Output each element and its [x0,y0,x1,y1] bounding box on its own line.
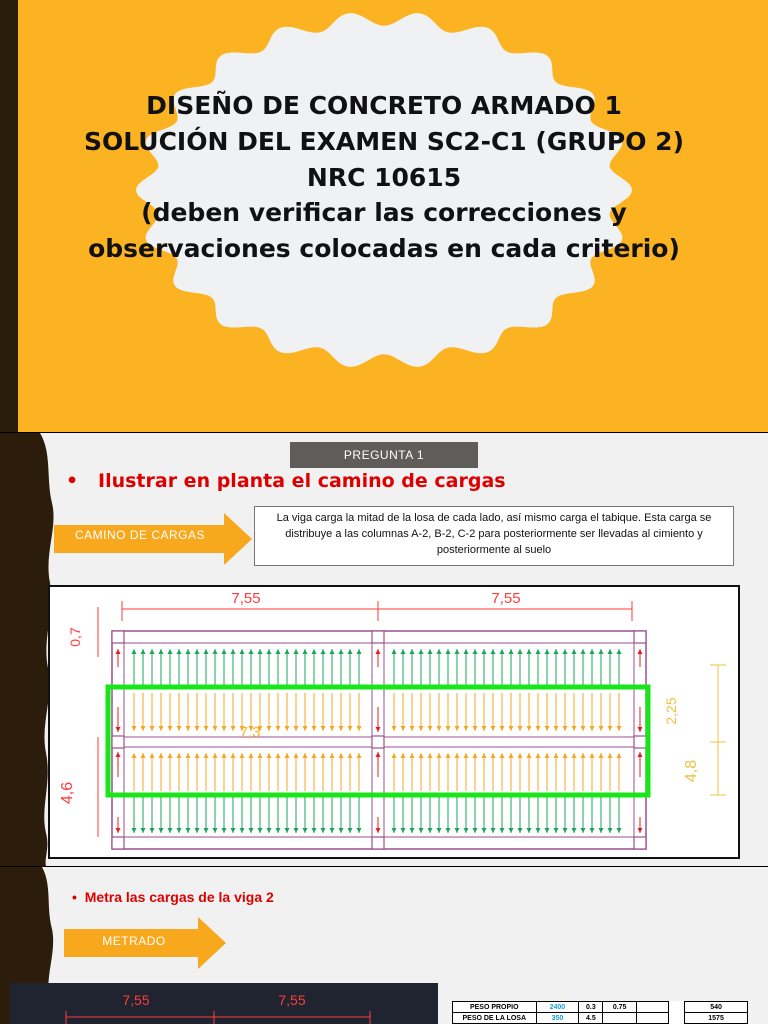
row-value-1: 350 [536,1013,579,1024]
dim-right-bottom: 4,8 [683,759,700,783]
title-line-4: (deben verificar las correcciones y [141,198,627,228]
row-value-2: 4.5 [579,1013,603,1024]
floor-plan [48,585,740,859]
dim-mid-label: 7,3 [239,724,261,741]
row-label: PESO PROPIO [453,1002,537,1013]
row-result: 1575 [685,1013,748,1024]
preview-span-left: 7,55 [122,992,150,1008]
beam-plan-preview [10,983,438,1024]
row-value-1: 2400 [536,1002,579,1013]
table-row [453,1013,748,1024]
table-row [453,1002,748,1013]
description-box: La viga carga la mitad de la losa de cada lado, así mismo carga el tabique. Esta carga se distribuye a las columnas A-2, B-2, C-2 para posteriormente ser llevadas al cimiento y posteriormente al suelo [254,506,734,566]
row-label: PESO DE LA LOSA [453,1013,537,1024]
dim-top-left: 0,7 [67,627,83,647]
row-result: 540 [685,1002,748,1013]
metrado-slide [0,867,768,1024]
bullet-heading-text: Ilustrar en planta el camino de cargas [98,470,506,492]
title-slide [0,0,768,432]
title-line-3: NRC 10615 [306,162,462,192]
arrow-label-2: METRADO [102,934,166,948]
bullet-heading-2-text: Metra las cargas de la viga 2 [84,889,274,905]
row-value-2: 0.3 [579,1002,603,1013]
dim-bottom-left: 4,6 [59,781,76,805]
question-label: PREGUNTA 1 [290,442,478,468]
row-value-3 [603,1013,637,1024]
beam-plan-drawing [10,983,438,1024]
floor-plan-drawing [50,587,738,857]
span-right-label: 7,55 [491,590,521,607]
bullet-heading: • Ilustrar en planta el camino de cargas [66,470,506,492]
question-slide [0,433,768,866]
title-line-1: DISEÑO DE CONCRETO ARMADO 1 [146,91,622,120]
preview-span-right: 7,55 [278,992,306,1008]
title-line-2: SOLUCIÓN DEL EXAMEN SC2-C1 (GRUPO 2) [83,126,685,156]
row-value-3: 0.75 [603,1002,637,1013]
span-left-label: 7,55 [231,590,261,607]
metrado-table [452,1001,748,1024]
arrow-label: CAMINO DE CARGAS [74,528,205,542]
slide-title [80,88,688,267]
title-line-5: observaciones colocadas en cada criterio) [88,234,680,263]
bullet-heading-2: • Metra las cargas de la viga 2 [72,889,274,905]
dim-right-top: 2,25 [663,697,679,725]
